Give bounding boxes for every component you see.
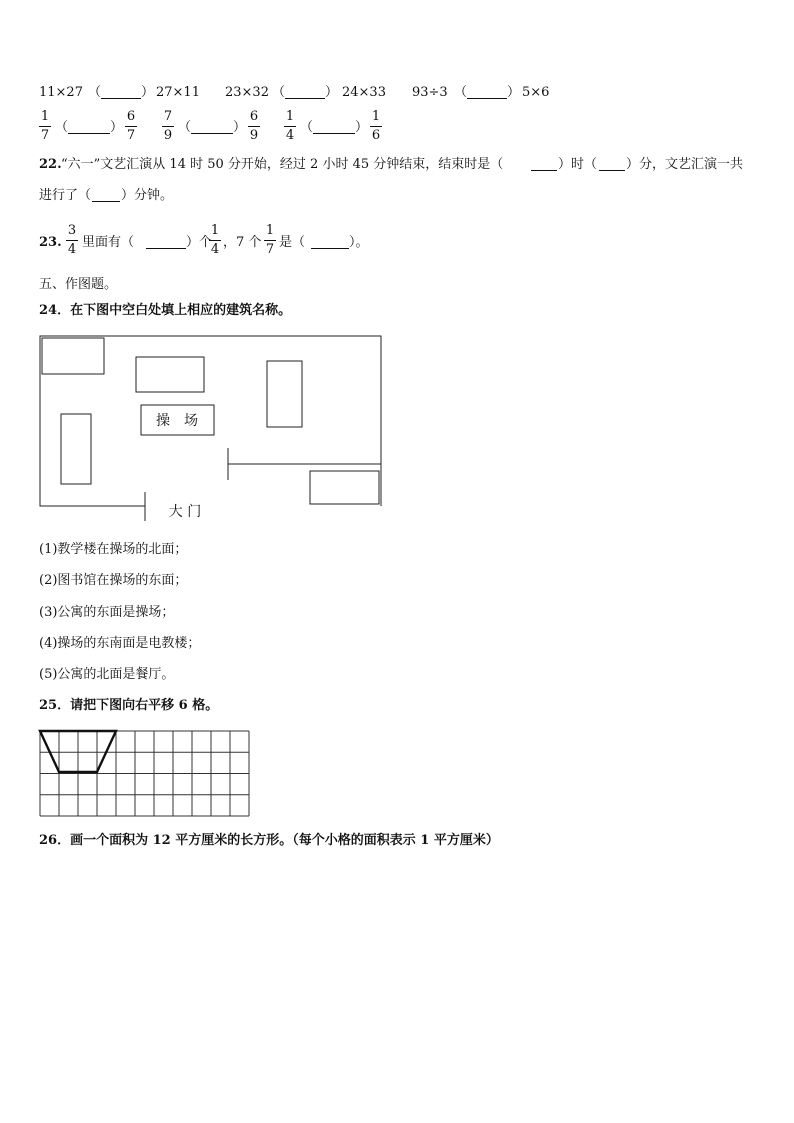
paren-open: （ bbox=[55, 120, 69, 135]
fraction: 1 4 bbox=[210, 223, 220, 257]
paren-close: ） bbox=[325, 85, 339, 100]
fraction: 3 4 bbox=[67, 223, 77, 257]
paren-close: ） bbox=[233, 120, 247, 135]
fraction: 1 4 bbox=[285, 109, 295, 143]
paren-open: （ bbox=[454, 85, 468, 100]
fraction: 1 7 bbox=[265, 223, 275, 257]
paren-open: （ bbox=[300, 120, 314, 135]
clue-item: (5)公寓的北面是餐厅。 bbox=[39, 667, 175, 682]
question-text: ）。 bbox=[349, 235, 369, 250]
paren-close: ） bbox=[141, 85, 155, 100]
fraction: 7 9 bbox=[163, 109, 173, 143]
question-text: ）分钟。 bbox=[121, 188, 174, 203]
paren-close: ） bbox=[355, 120, 369, 135]
question-24-title: 24．在下图中空白处填上相应的建筑名称。 bbox=[39, 303, 292, 318]
expr-right: 27×11 bbox=[156, 85, 200, 100]
question-text: ）时（ bbox=[558, 157, 598, 172]
paren-open: （ bbox=[178, 120, 192, 135]
expr-left: 11×27 bbox=[39, 85, 83, 100]
fraction: 1 7 bbox=[40, 109, 50, 143]
question-text: “六一”文艺汇演从 14 时 50 分开始，经过 2 小时 45 分钟结束，结束时是（ bbox=[61, 157, 504, 172]
paren-close: ） bbox=[110, 120, 124, 135]
paren-open: （ bbox=[88, 85, 102, 100]
question-text: 进行了（ bbox=[39, 188, 92, 203]
question-text: 里面有（ bbox=[82, 235, 135, 250]
playground-label: 操 场 bbox=[156, 413, 198, 429]
question-25-title: 25．请把下图向右平移 6 格。 bbox=[39, 698, 219, 713]
expr-right: 5×6 bbox=[522, 85, 550, 100]
clue-item: (3)公寓的东面是操场； bbox=[39, 605, 175, 620]
question-text: 是（ bbox=[279, 235, 306, 250]
question-text: ）分，文艺汇演一共 bbox=[626, 157, 744, 172]
fraction: 6 7 bbox=[126, 109, 136, 143]
paren-open: （ bbox=[272, 85, 286, 100]
question-number: 22. bbox=[39, 157, 62, 172]
question-text: ）个 bbox=[186, 235, 213, 250]
fraction: 6 9 bbox=[249, 109, 259, 143]
expr-right: 24×33 bbox=[342, 85, 386, 100]
expr-left: 23×32 bbox=[225, 85, 269, 100]
expr-left: 93÷3 bbox=[412, 85, 448, 100]
clue-item: (2)图书馆在操场的东面； bbox=[39, 573, 188, 588]
question-number: 23. bbox=[39, 235, 62, 250]
paren-close: ） bbox=[507, 85, 521, 100]
gate-label: 大 门 bbox=[168, 504, 202, 520]
clue-item: (1)教学楼在操场的北面； bbox=[39, 542, 188, 557]
section-heading: 五、作图题。 bbox=[39, 277, 118, 292]
clue-item: (4)操场的东南面是电教楼； bbox=[39, 636, 201, 651]
question-26-title: 26．画一个面积为 12 平方厘米的长方形。（每个小格的面积表示 1 平方厘米） bbox=[39, 833, 499, 848]
fraction: 1 6 bbox=[371, 109, 381, 143]
question-text: ，7 个 bbox=[223, 235, 262, 250]
